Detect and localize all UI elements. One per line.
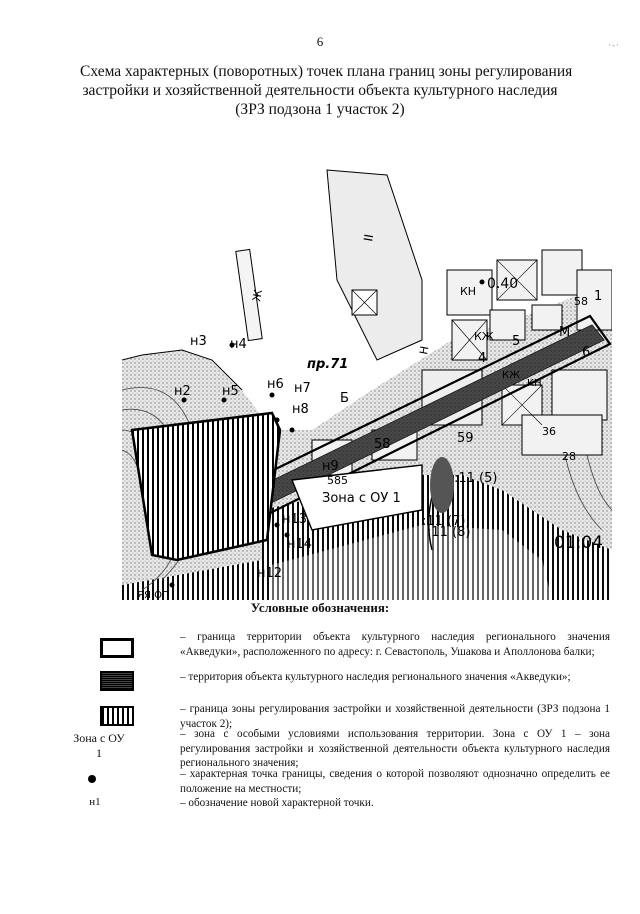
legend-item-point	[30, 767, 610, 797]
legend-text-zrz: – граница зоны регулирования застройки и хозяйственной деятельности (ЗРЗ подзона 1 участок 2);	[180, 703, 610, 730]
zrz-parcel	[132, 413, 280, 560]
label-b: Б	[340, 391, 349, 406]
label-n: Н	[417, 345, 432, 356]
document-title	[80, 62, 573, 119]
legend-symbol-territory	[100, 671, 134, 691]
label-n12: н12	[257, 566, 283, 581]
legend-item-territory	[30, 668, 610, 698]
label-c11: :11 (5)	[454, 471, 498, 486]
legend-symbol-newpoint: н1	[89, 796, 101, 808]
label-c59: 59	[457, 431, 474, 446]
label-c58: 58	[374, 437, 391, 452]
label-pr71: пр.71	[307, 357, 349, 372]
legend-heading: Условные обозначения:	[250, 600, 390, 615]
label-kzh2: КЖ	[502, 370, 520, 381]
label-28: 28	[562, 450, 576, 463]
label-c40: 0.40	[487, 276, 519, 292]
label-36: 36	[542, 425, 556, 438]
label-II: II	[361, 233, 377, 243]
legend-text-point: – характерная точка границы, сведения о которой позволяют однозначно определить ее положение на местности;	[180, 768, 610, 795]
label-5: 5	[512, 334, 521, 349]
label-s1: 1	[594, 289, 603, 304]
label-n13: н13	[282, 512, 308, 527]
legend-text-boundary: – граница территории объекта культурного наследия регионального значения «Акведуки», расположенного по адресу: г. Севастополь, Ушакова и Аполлонова балки;	[180, 631, 610, 658]
label-n3: н3	[190, 334, 207, 349]
label-n8: н8	[292, 402, 309, 417]
page-number: 6	[316, 34, 324, 49]
label-kn: КН	[460, 285, 477, 298]
label-n14: н14	[287, 537, 313, 552]
legend-text-zone: – зона с особыми условиями использования территории. Зона с ОУ 1 – зона регулирования застройки и хозяйственной деятельности объекта культурного наследия регионального значения;	[180, 728, 610, 769]
legend-item-boundary	[30, 630, 610, 670]
label-s58: 58	[574, 295, 588, 308]
legend-symbol-zrz	[100, 706, 134, 726]
label-4: 4	[478, 351, 487, 366]
label-n7: н7	[294, 381, 311, 396]
legend-text-territory: – территория объекта культурного наследия регионального значения «Акведуки»;	[180, 671, 571, 683]
label-n4: н4	[230, 337, 247, 352]
label-c585: 585	[327, 474, 348, 487]
legend-item-zone	[30, 727, 610, 769]
legend-symbol-point	[88, 775, 96, 783]
title-line-1: Схема характерных (поворотных) точек плана границ зоны регулирования	[80, 63, 573, 80]
scan-mark: ·-·	[608, 40, 620, 50]
title-line-2: застройки и хозяйственной деятельности объекта культурного наследия	[82, 82, 558, 99]
title-line-3: (ЗРЗ подзона 1 участок 2)	[235, 101, 405, 118]
label-6: 6	[582, 345, 591, 360]
label-kzh: КЖ	[474, 330, 494, 343]
label-bottom-strip: ЯЯ ОП	[137, 590, 170, 600]
label-c18: :11 (8)	[427, 525, 471, 540]
label-zone: Зона с ОУ 1	[322, 491, 401, 506]
label-kn2: КН	[527, 378, 542, 389]
label-n5: н5	[222, 384, 239, 399]
label-n9: н9	[322, 459, 339, 474]
legend-text-newpoint: – обозначение новой характерной точки.	[180, 797, 374, 809]
legend-item-newpoint	[30, 796, 610, 814]
label-n2: н2	[174, 384, 191, 399]
label-m: М	[559, 325, 571, 340]
legend-symbol-boundary	[100, 638, 134, 658]
label-c17: :11 (7)	[422, 514, 466, 529]
cadastral-map	[122, 130, 612, 600]
dark-spot	[430, 457, 454, 513]
label-c0104: 01:04	[554, 533, 603, 553]
label-n6: н6	[267, 377, 284, 392]
label-zh: Ж	[250, 288, 266, 303]
legend-symbol-zone: Зона с ОУ 1	[73, 731, 125, 760]
